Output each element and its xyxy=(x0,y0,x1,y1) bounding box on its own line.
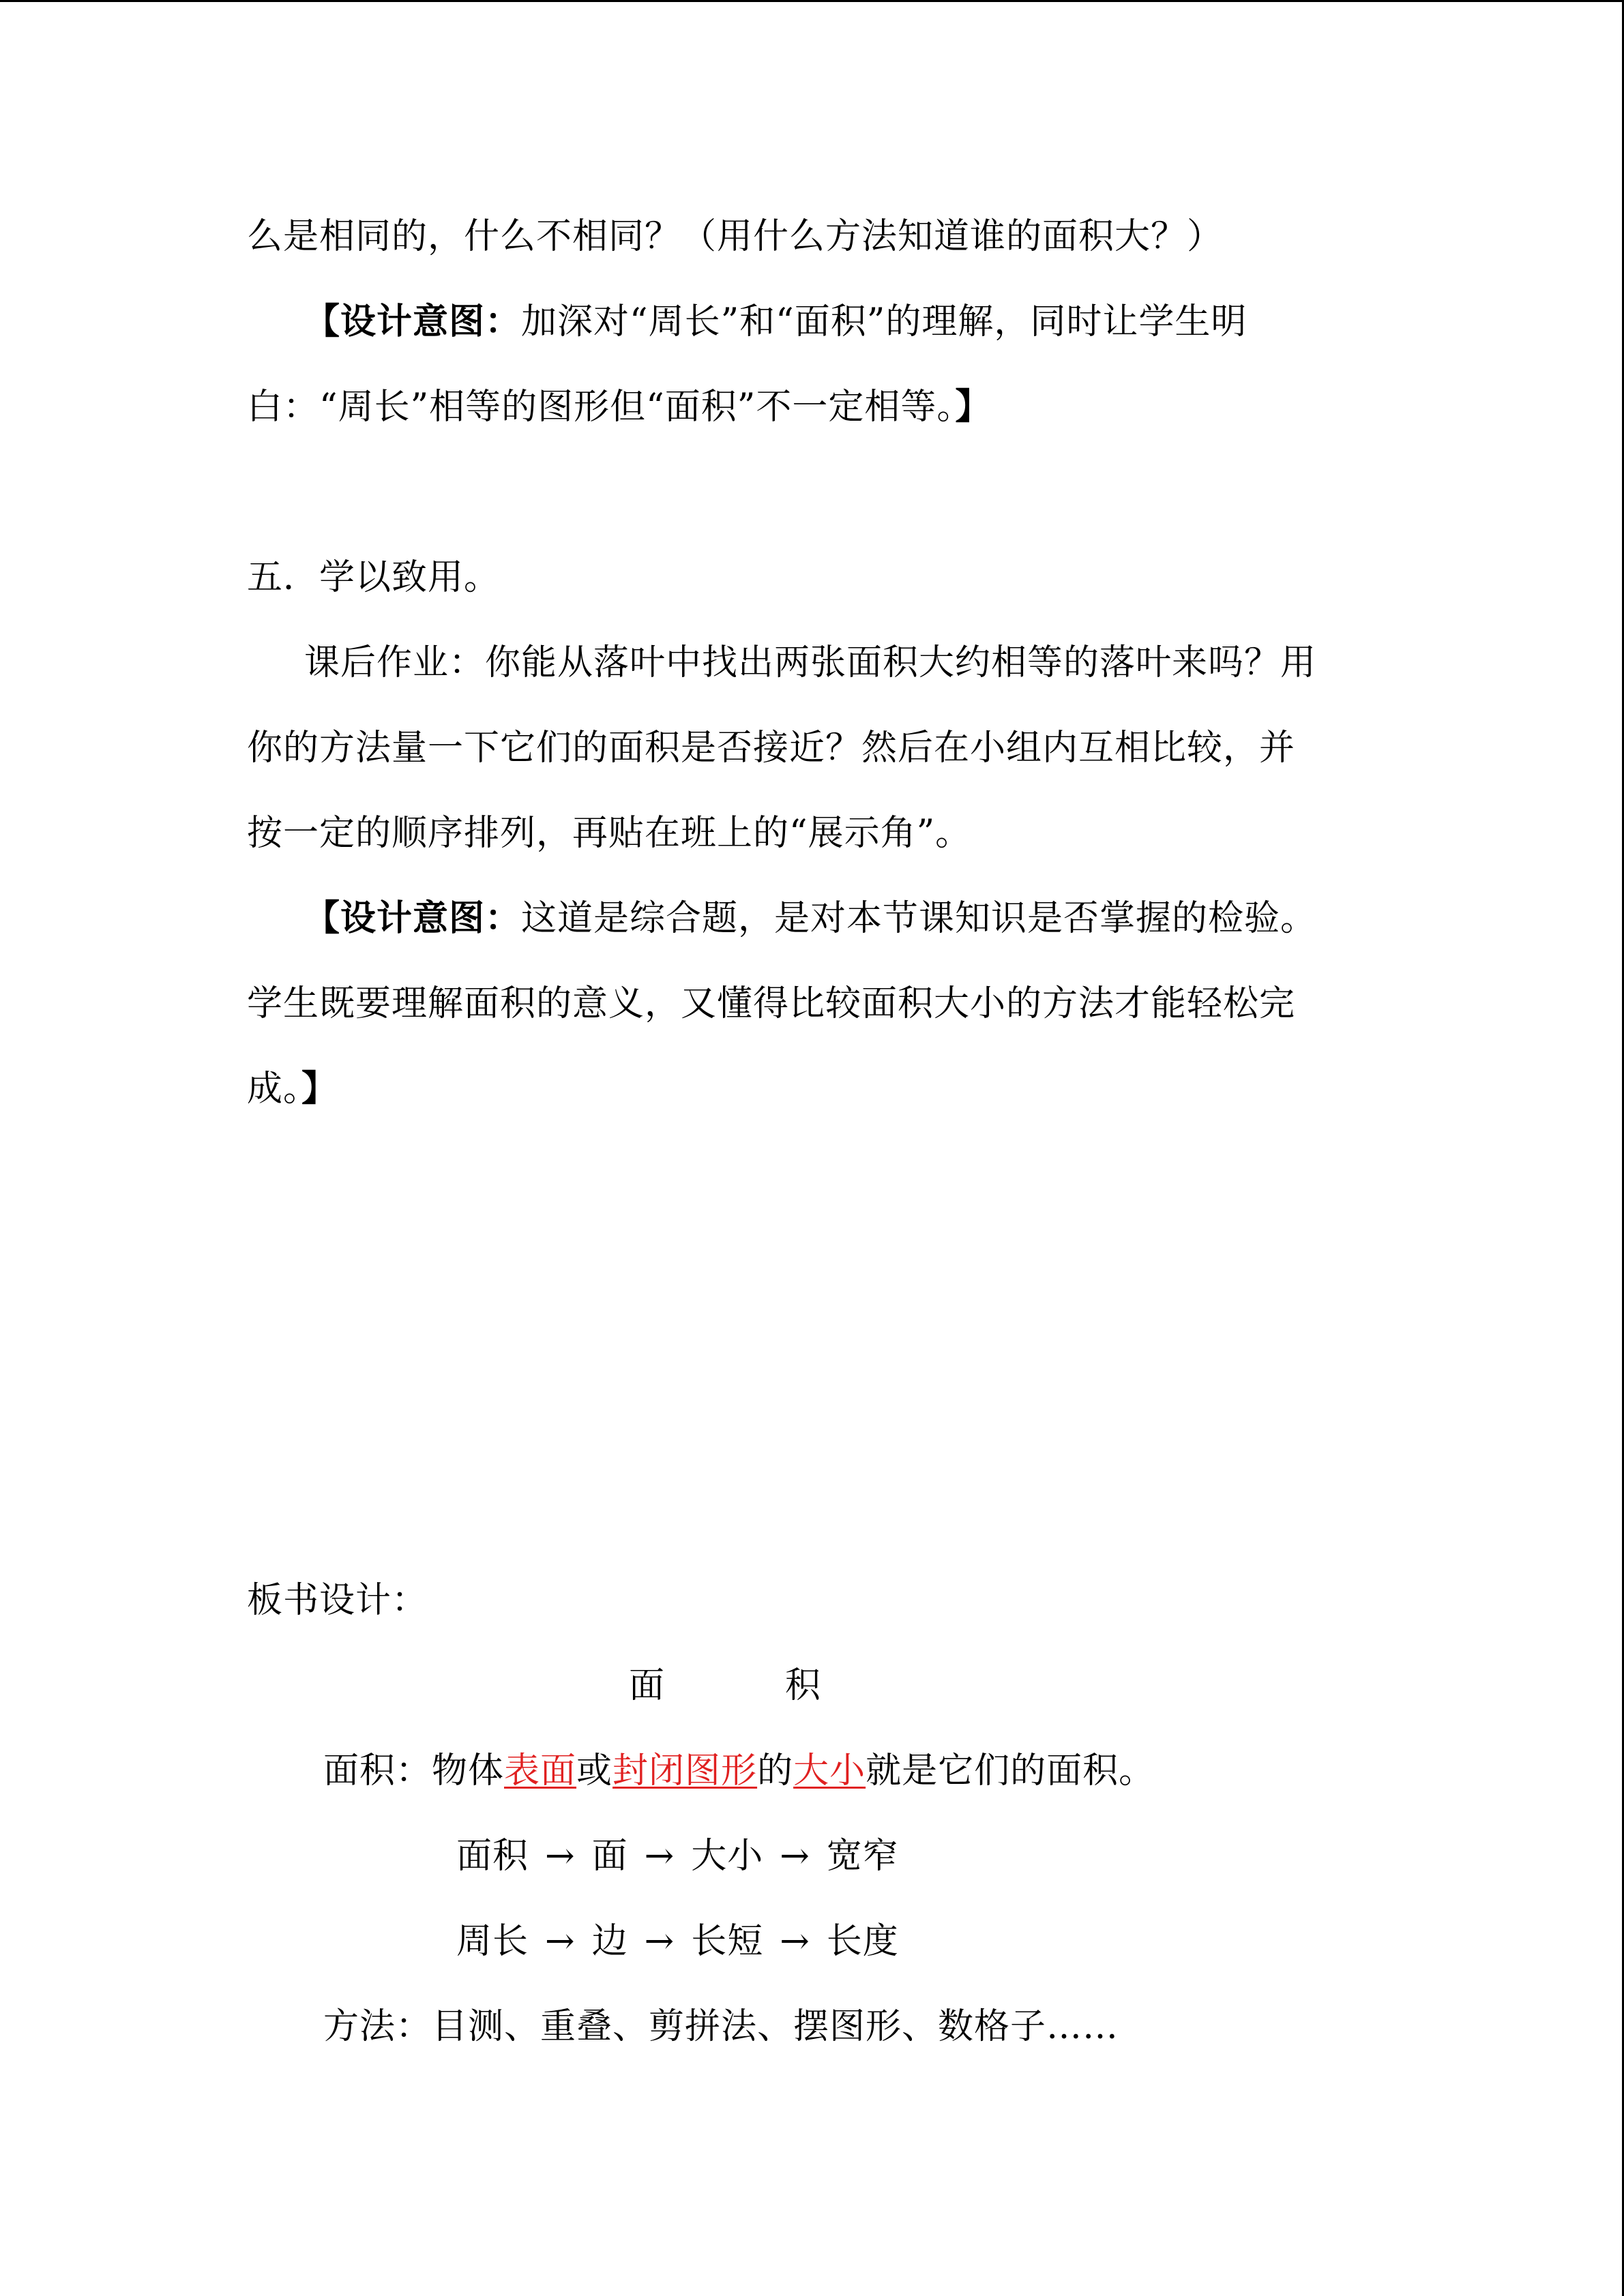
highlight-surface: 表面 xyxy=(504,1750,577,1791)
homework-line-1 xyxy=(304,641,1316,685)
flow-term: 边 xyxy=(591,1921,628,1962)
right-arrow-icon: → xyxy=(780,1921,810,1962)
flow-term: 长短 xyxy=(691,1921,764,1962)
homework-text: 课后作业：你能从落叶中找出两张面积大约相等的落叶来吗？用 xyxy=(304,642,1317,683)
design-intent-1-line-1 xyxy=(304,300,1247,344)
flow-term: 长度 xyxy=(826,1921,899,1962)
definition-text: 就是它们的面积。 xyxy=(866,1750,1155,1791)
design-intent-2-line-3 xyxy=(247,1067,338,1111)
homework-text: 你的方法量一下它们的面积是否接近？然后在小组内互相比较，并 xyxy=(247,728,1296,769)
methods-line xyxy=(323,2005,1119,2048)
design-intent-text: 学生既要理解面积的意义，又懂得比较面积大小的方法才能轻松完 xyxy=(247,983,1296,1024)
homework-text: 按一定的顺序排列，再贴在班上的“展示角”。 xyxy=(247,813,972,854)
flow-term: 周长 xyxy=(456,1921,529,1962)
right-arrow-icon: → xyxy=(644,1921,675,1962)
design-intent-text: 成。 xyxy=(247,1069,302,1109)
question-text: 么是相同的，什么不相同？（用什么方法知道谁的面积大？） xyxy=(247,216,1224,257)
board-title xyxy=(629,1664,821,1708)
homework-line-2 xyxy=(247,726,1295,770)
right-arrow-icon: → xyxy=(780,1836,810,1877)
design-intent-2-line-1 xyxy=(304,897,1316,940)
board-label-text: 板书设计： xyxy=(247,1580,428,1621)
area-flow-row xyxy=(456,1834,899,1878)
flow-term: 宽窄 xyxy=(826,1836,899,1877)
definition-text: 或 xyxy=(576,1750,613,1791)
definition-text: 面积：物体 xyxy=(323,1750,505,1791)
design-intent-text: 这道是综合题，是对本节课知识是否掌握的检验。 xyxy=(521,898,1317,939)
section-5-title: 五．学以致用。 xyxy=(247,557,501,598)
design-intent-2-line-2 xyxy=(247,982,1295,1026)
highlight-closed-figure: 封闭图形 xyxy=(612,1750,758,1791)
design-intent-close-bracket: 】 xyxy=(301,1068,338,1109)
highlight-size: 大小 xyxy=(793,1750,866,1791)
definition-text: 的 xyxy=(757,1750,794,1791)
flow-term: 面积 xyxy=(456,1836,529,1877)
right-arrow-icon: → xyxy=(545,1921,576,1962)
board-design-label xyxy=(247,1579,428,1622)
section-heading xyxy=(247,556,500,599)
flow-term: 面 xyxy=(591,1836,628,1877)
area-definition xyxy=(323,1749,1155,1793)
board-title-char: 面 xyxy=(629,1665,666,1706)
methods-text: 方法：目测、重叠、剪拼法、摆图形、数格子…… xyxy=(323,2006,1119,2047)
paragraph-line xyxy=(247,215,1223,258)
homework-line-3 xyxy=(247,811,971,855)
design-intent-text: 加深对“周长”和“面积”的理解，同时让学生明 xyxy=(521,301,1247,342)
design-intent-label: 【设计意图： xyxy=(304,897,522,939)
design-intent-text: 白：“周长”相等的图形但“面积”不一定相等。 xyxy=(247,387,956,428)
board-title-char: 积 xyxy=(785,1665,822,1706)
right-arrow-icon: → xyxy=(644,1836,675,1877)
flow-term: 大小 xyxy=(691,1836,764,1877)
perimeter-flow-row xyxy=(456,1920,899,1963)
design-intent-close-bracket: 】 xyxy=(955,386,992,428)
page-top-border xyxy=(0,0,1624,2)
design-intent-label: 【设计意图： xyxy=(304,301,522,342)
right-arrow-icon: → xyxy=(545,1836,576,1877)
design-intent-1-line-2 xyxy=(247,385,991,429)
